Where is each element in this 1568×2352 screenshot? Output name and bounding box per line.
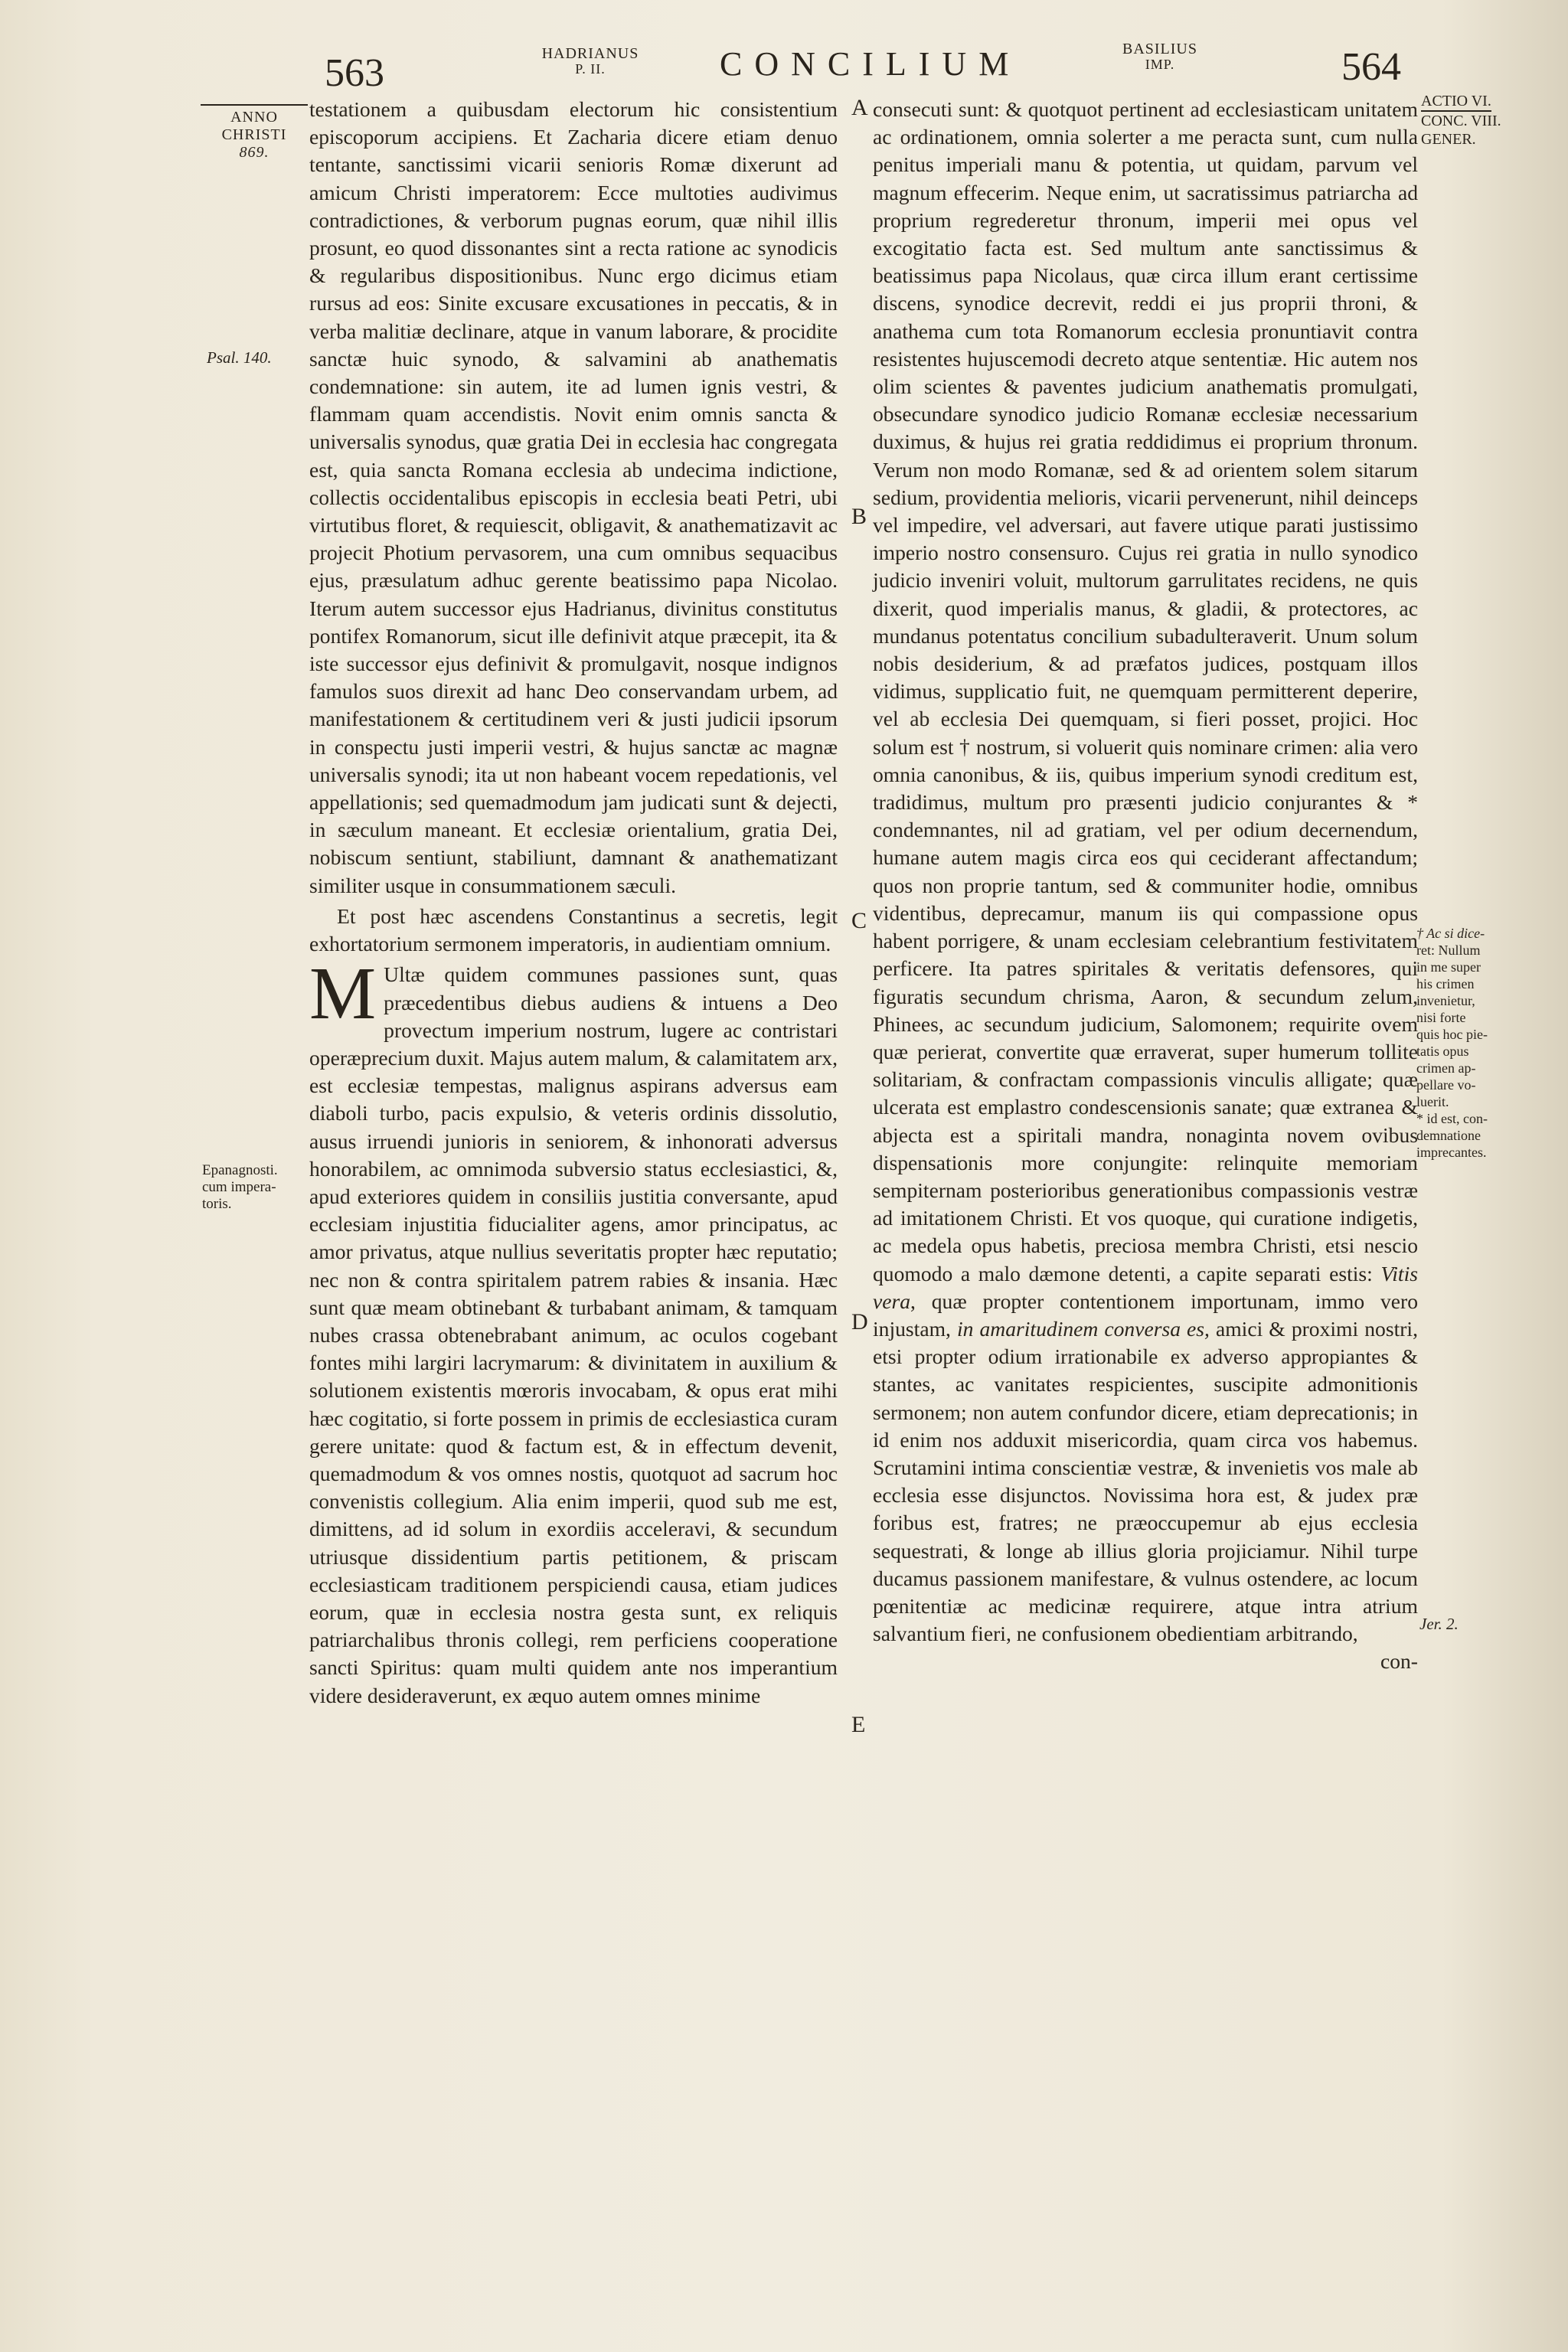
margin-actio (1421, 92, 1536, 149)
right-text-3: amici & proximi nostri, etsi propter odium irrationabile ex adverso appropiantes & stantes, ac vanitates respicientes, suscipite admonitionis sermonem; non autem confundor dicere, etiam deprecationis; in id enim nos adduxit misericordia, quam circa vos habemus. Scrutamini intima conscientiæ vestræ, & invenietis vos male ab ecclesia esse disjunctos. Novissima hora est, & judex præ foribus est, fratres; ne præoccupemur ab ejus ecclesia sequestrati, & longe ab illius gloria projiciamur. Nihil turpe ducamus passionem manifestare, & vulnus ostendere, ac locum pœnitentiæ ac medicinæ requirere, atque intra atrium salvantium fieri, ne confusionem obedientiam arbitrando, (873, 1316, 1418, 1646)
epan-line-3: toris. (202, 1196, 232, 1212)
margin-psalm-ref: Psal. 140. (207, 348, 272, 367)
right-paragraph (873, 96, 1418, 1648)
left-paragraph-2: Et post hæc ascendens Constantinus a secretis, legit exhortatorium sermonem imperatoris, in audientiam omnium. (309, 903, 838, 956)
margin-footnote (1416, 925, 1531, 1161)
section-letter-e: E (851, 1712, 866, 1737)
section-letter-c: C (851, 908, 867, 933)
left-paragraph-3-text: Ultæ quidem communes passiones sunt, quas præcedentibus diebus audiens & intuens a Deo provectum imperium nostrum, lugere ac contristari operæprecium duxit. Majus autem malum, & calamitatem arx, est ecclesiæ tempestas, malignus aspirans adversus eam diaboli turbo, pacis expulsio, & veteris ordinis dissolutio, ausus irruendi junioris in seniorem, & inhonorati adversus honorabilem, ac omnimoda subversio status ecclesiastici, &, apud exteriores quidem in consiliis justitia conversante, apud ecclesiam injustitia fiducialiter agens, amor principatus, ac amor privatus, atque nullius severitatis propter hæc reputatio; nec non & contra spiritalem patrem rabies & insania. Hæc sunt quæ meam obtinebant & turbabant animam, & tamquam nubes crassa obtenebrabant animum, ac oculos cogebant fontes mihi largiri lacrymarum: & divinitatem in auxilium & solutionem existentis mœroris invocabam, & opus erat mihi hæc cogitatio, si forte possem in primis de ecclesiastica curam gerere unitate: quod & factum est, & in effectum devenit, quemadmodum & vos omnes nostis, quotquot ad sacrum hoc convenistis collegium. Alia enim imperii, quod sub me est, dimittens, ad id solum in exordiis acceleravi, & secundum utriusque dissidentium partis petitionem, & priscam ecclesiasticam traditionem perspiciendi causa, etiam judices eorum, quæ in ecclesia nostra gesta sunt, ex reliquis patriarchalibus thronis collegi, rem perficiens cooperatione sancti Spiritus: quam multi quidem ante nos imperantium videre desideraverunt, ex æquo autem omnes minime (309, 962, 838, 1707)
section-letter-b: B (851, 504, 867, 529)
right-text-1: consecuti sunt: & quotquot pertinent ad ecclesiasticam unitatem ac ordinationem, omnia solerter a me peracta sunt, cum nulla penitus imperiali manu & potentia, ut quidam, parvum vel magnum effecerim. Neque enim, ut sacratissimus patriarcha ad proprium regrederetur thronum, imperii mei opus vel excogitatio facta est. Sed multum ante sanctissimus & beatissimus papa Nicolaus, quæ circa illum erant certissime discens, synodice decrevit, reddi ei jus proprii throni, & anathema cum tota Romanorum ecclesia pronuntiavit contra resistentes hujuscemodi decreto atque sententiæ. Hic autem nos olim scientes & paventes judicium anathematis promulgati, obsecundare synodico judicio Romanæ ecclesiæ necessarium duximus, & hujus rei gratia reddidimus ei proprium thronum. Verum non modo Romanæ, sed & ad orientem solem sitarum sedium, providentia melioris, vicarii pervenerunt, nihil deinceps vel impedire, vel adversari, aut favere utique parati justissimo imperio nostro consensuro. Cujus rei gratia in nullo synodico judicio inveniri voluit, multorum garrulitates recidens, ne quis dixerit, quod imperialis manus, & gladii, & protectores, ac mundanus potentatus concilium subadulteraverit. Unum solum nobis desiderium, & ad præfatos judices, postquam illos vidimus, supplicatio fuit, ne quemquam permitterent deperire, vel ab ecclesia Dei quemquam, si fieri posset, projici. Hoc solum est † nostrum, si voluerit quis nominare crimen: alia vero omnia canonibus, & iis, quibus imperium synodi creditum est, tradidimus, multum pro præsenti judicio conjurantes & * condemnantes, nil ad gratiam, vel per odium decernendum, humane autem magis circa eos qui ceciderant affectandum; quos non proprie tantum, sed & communiter hodie, omnibus videntibus, deprecamur, manum iis qui compassione opus habent porrigere, & unam ecclesiam celebrantium festivitatem perficere. Ita patres spiritales & veritatis defensores, qui figuratis secundum chrisma, Aaron, & secundum zelum, Phinees, ac secundum judicium, Salomonem; requirite ovem quæ perierat, convertite quæ erraverat, super humerum tollite solitariam, & confractam compassionis vinculis alligate; quæ ulcerata est emplastro condescensionis sanate; quæ extranea & abjecta est a spiritali mandra, nonaginta novem ovibus dispensationis more conjungite: relinquite memoriam sempiternam posterioribus generationibus compassionis vestræ ad imitationem Christi. Et vos quoque, qui curatione indigetis, ac medela opus habetis, preciosa membra Christi, etsi nescio quomodo a malo dæmone detenti, a capite separati estis: (873, 97, 1418, 1285)
running-title: CONCILIUM (720, 45, 1021, 83)
left-paragraph-1: testationem a quibusdam electorum hic consistentium episcoporum accipiens. Et Zacharia dicere etiam denuo tentante, sanctissimi vicarii senioris Romæ dixerunt ad amicum Christi imperatorem: Ecce multoties audivimus contradictiones, & verborum pugnas eorum, quæ nihil illis prosunt, eo quod dissonantes sint a recta ratione ac synodicis & regularibus dispositionibus. Nunc ergo dicimus etiam rursus ad eos: Sinite excusare excusationes in peccatis, & in verba malitiæ declinare, atque in vanum laborare, & procidite sanctæ huic synodo, & salvamini ab anathematis condemnatione: sin autem, ite ad lumen ignis vestri, & flammam quam accendistis. Novit enim omnis sancta & universalis synodus, quæ gratia Dei in ecclesia hac congregata est, quia sancta Romana ecclesia ab undecima indictione, collectis occidentalibus episcopis in ecclesia beati Petri, ubi virtutibus floret, & requiescit, obligavit, & anathematizavit ac projecit Photium pervasorem, una cum omnibus sequacibus ejus, præsulatum adhuc gerente beatissimo papa Nicolao. Iterum autem successor ejus Hadrianus, divinitus constitutus pontifex Romanorum, sicut ille definivit atque præcepit, ita & iste successor ejus definivit & promulgavit, nosque indignos famulos suos direxit ad hanc Deo conservandam urbem, ad manifestationem & certitudinem veri & justi judicii ipsorum in conspectu justi imperii vestri, & hujus sanctæ ac magnæ universalis synodi; ita ut non habeant vocem repedationis, vel appellationis; sed quemadmodum jam judicati sunt & dejecti, in sæculum maneant. Et ecclesiæ orientalium, gratia Dei, nobiscum sentiunt, stabiliunt, damnant & anathematizant similiter usque in consummationem sæculi. (309, 97, 838, 897)
epan-line-2: cum impera- (202, 1179, 276, 1195)
margin-anno-christi (201, 104, 308, 162)
left-column (309, 96, 838, 1710)
page-number-right: 564 (1341, 45, 1401, 89)
running-head-left-name: HADRIANUS (541, 45, 639, 62)
right-text-2: , quæ propter contentionem importunam, immo vero injustam, (873, 1289, 1418, 1341)
anno-year: 869. (239, 144, 270, 161)
right-column (873, 96, 1418, 1676)
right-italic-amaritudinem: in amaritudinem conversa es, (957, 1316, 1210, 1341)
note-line-8: tatis opus (1416, 1044, 1469, 1059)
christi-label: CHRISTI (221, 126, 287, 143)
right-italic-vitis: Vitis vera (873, 1261, 1418, 1313)
note-line-4: his crimen (1416, 976, 1475, 991)
actio-line-3: GENER. (1421, 131, 1476, 148)
margin-jeremiah-ref: Jer. 2. (1419, 1615, 1459, 1633)
section-letter-d: D (851, 1309, 868, 1334)
note-line-9: crimen ap- (1416, 1060, 1476, 1076)
section-letter-a: A (851, 95, 868, 120)
note-line-12: * id est, con- (1416, 1111, 1488, 1126)
drop-capital: M (309, 952, 377, 1036)
note-line-1: † Ac si dice- (1416, 926, 1485, 941)
running-head-right-name: BASILIUS (1122, 41, 1197, 57)
actio-line-2: CONC. VIII. (1421, 113, 1501, 129)
margin-epanagnosis (202, 1162, 309, 1213)
left-paragraph-3 (309, 952, 838, 1709)
note-line-10: pellare vo- (1416, 1077, 1476, 1093)
anno-label: ANNO (230, 109, 278, 126)
note-line-2: ret: Nullum (1416, 942, 1481, 958)
note-line-13: demnatione (1416, 1128, 1481, 1143)
note-line-6: nisi forte (1416, 1010, 1466, 1025)
page-number-left: 563 (325, 51, 384, 95)
actio-line-1: ACTIO VI. (1421, 92, 1491, 112)
running-head-right (1102, 41, 1217, 72)
note-line-14: imprecantes. (1416, 1145, 1487, 1160)
catchword: con- (1380, 1649, 1418, 1674)
note-line-5: invenietur, (1416, 993, 1475, 1008)
note-line-11: luerit. (1416, 1094, 1449, 1109)
running-head-left-sub: P. II. (575, 61, 606, 77)
epan-line-1: Epanagnosti. (202, 1162, 278, 1178)
running-head-left (533, 46, 648, 77)
running-head-right-sub: IMP. (1145, 57, 1175, 72)
note-line-7: quis hoc pie- (1416, 1027, 1488, 1042)
note-line-3: in me super (1416, 959, 1481, 975)
